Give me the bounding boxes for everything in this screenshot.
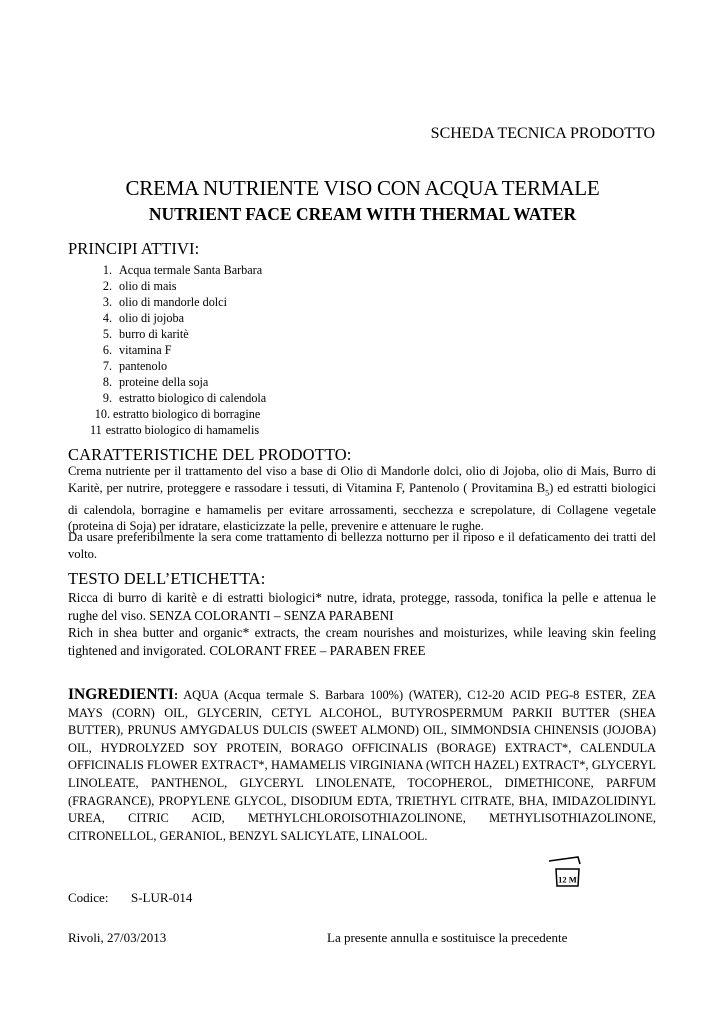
- pao-label: 12 M: [558, 874, 577, 885]
- label-text-english: Rich in shea butter and organic* extracts, the cream nourishes and moisturizes, while leaving skin feeling tightened and invigorated. COLORANT FREE – PARABEN FREE: [68, 625, 656, 658]
- list-item: 2. olio di mais: [102, 279, 177, 293]
- active-ingredients-heading: PRINCIPI ATTIVI:: [68, 239, 200, 258]
- ingredients-block: INGREDIENTI: AQUA (Acqua termale S. Barbara 100%) (WATER), C12-20 ACID PEG-8 ESTER, ZEA MAYS (CORN) OIL, GLYCERIN, CETYL ALCOHOL, BUTYROSPERMUM PARKII BUTTER (SHEA BUTTER), PRUNUS AMYGDALUS DULCIS (SWEET ALMOND) OIL, SIMMONDSIA CHINENSIS (JOJOBA) OIL, HYDROLYZED SOY PROTEIN, BORAGO OFFICINALIS (BORAGE) EXTRACT*, CALENDULA OFFICINALIS FLOWER EXTRACT*, HAMAMELIS VIRGINIANA (WITCH HAZEL) EXTRACT*, GLYCERYL LINOLEATE, PANTHENOL, GLYCERYL LINOLENATE, TOCOPHEROL, DIMETHICONE, PARFUM (FRAGRANCE), PROPYLENE GLYCOL, DISODIUM EDTA, TRIETHYL CITRATE, BHA, IMIDAZOLIDINYL UREA, CITRIC ACID, METHYLCHLOROISOTHIAZOLINONE, METHYLISOTHIAZOLINONE, CITRONELLOL, GERANIOL, BENZYL SALICYLATE, LINALOOL.: [68, 686, 656, 843]
- label-text-heading: TESTO DELL’ETICHETTA:: [68, 569, 266, 588]
- product-title-italian: CREMA NUTRIENTE VISO CON ACQUA TERMALE: [125, 176, 600, 200]
- product-code-value: S-LUR-014: [131, 890, 193, 905]
- list-item: 7. pantenolo: [102, 359, 168, 373]
- supersedes-note: La presente annulla e sostituisce la precedente: [327, 930, 568, 945]
- open-jar-icon: [546, 856, 584, 888]
- product-title-english: NUTRIENT FACE CREAM WITH THERMAL WATER: [148, 204, 577, 224]
- active-ingredients-list: [88, 262, 266, 438]
- characteristics-paragraph: Crema nutriente per il trattamento del viso a base di Olio di Mandorle dolci, olio di Jojoba, olio di Mais, Burro di Karitè, per nutrire, proteggere e rassodare i tessuti, di Vitamina F, Pantenolo ( Provitamina $B_5$) ed estratti biologici di calendola, borragine e hamamelis per evitare arrossamenti, secchezza e screpolature, di Collagene vegetale (proteina di Soja) per idratare, elasticizzate la pelle, prevenire e attenuare le rughe.: [68, 464, 656, 534]
- document-type-label: SCHEDA TECNICA PRODOTTO: [430, 125, 655, 142]
- list-item: 4. olio di jojoba: [102, 311, 184, 325]
- list-item: 10. estratto biologico di borragine: [94, 407, 261, 421]
- place-date: Rivoli, 27/03/2013: [68, 930, 167, 945]
- list-item: 8. proteine della soja: [102, 375, 209, 389]
- ingredients-label: INGREDIENTI: [68, 686, 174, 703]
- label-text-italian: Ricca di burro di karitè e di estratti biologici* nutre, idrata, protegge, rassoda, tonifica la pelle e attenua le rughe del viso. SENZA COLORANTI – SENZA PARABENI: [68, 590, 656, 623]
- list-item: 3. olio di mandorle dolci: [102, 295, 227, 309]
- characteristics-heading: CARATTERISTICHE DEL PRODOTTO:: [68, 445, 352, 464]
- usage-paragraph: Da usare preferibilmente la sera come trattamento di bellezza notturno per il riposo e il defaticamento dei tratti del volto.: [68, 530, 656, 561]
- list-item: 6. vitamina F: [102, 343, 172, 357]
- ingredients-text: AQUA (Acqua termale S. Barbara 100%) (WATER), C12-20 ACID PEG-8 ESTER, ZEA MAYS (CORN) OIL, GLYCERIN, CETYL ALCOHOL, BUTYROSPERMUM PARKII BUTTER (SHEA BUTTER), PRUNUS AMYGDALUS DULCIS (SWEET ALMOND) OIL, SIMMONDSIA CHINENSIS (JOJOBA) OIL, HYDROLYZED SOY PROTEIN, BORAGO OFFICINALIS (BORAGE) EXTRACT*, CALENDULA OFFICINALIS FLOWER EXTRACT*, HAMAMELIS VIRGINIANA (WITCH HAZEL) EXTRACT*, GLYCERYL LINOLEATE, PANTHENOL, GLYCERYL LINOLENATE, TOCOPHEROL, DIMETHICONE, PARFUM (FRAGRANCE), PROPYLENE GLYCOL, DISODIUM EDTA, TRIETHYL CITRATE, BHA, IMIDAZOLIDINYL UREA, CITRIC ACID, METHYLCHLOROISOTHIAZOLINONE, METHYLISOTHIAZOLINONE, CITRONELLOL, GERANIOL, BENZYL SALICYLATE, LINALOOL.: [68, 688, 656, 843]
- list-item: 11 estratto biologico di hamamelis: [90, 423, 260, 437]
- list-item: 9. estratto biologico di calendola: [102, 391, 267, 405]
- product-code-label: Codice:: [68, 890, 109, 905]
- list-item: 5. burro di karitè: [102, 327, 189, 341]
- list-item: 1. Acqua termale Santa Barbara: [102, 263, 263, 277]
